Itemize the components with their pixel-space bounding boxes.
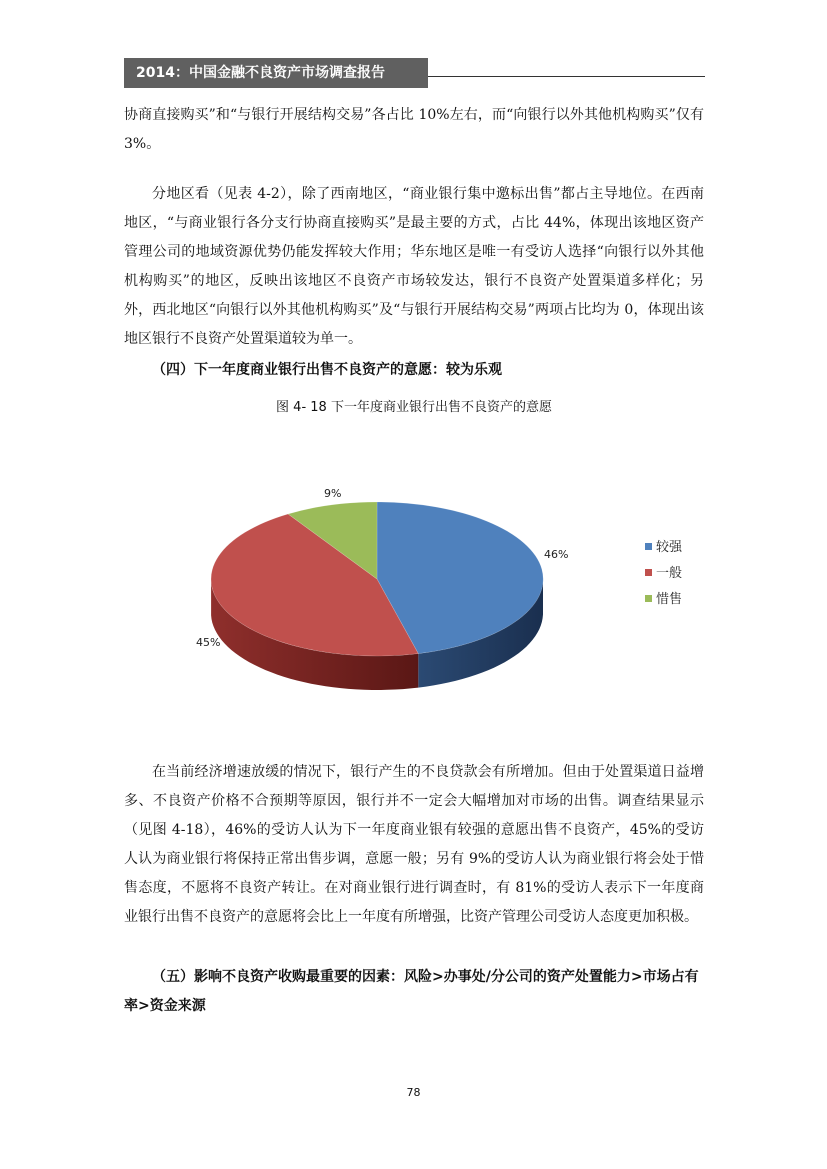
legend-label-惜售: 惜售 [656,592,683,607]
legend-swatch-一般 [645,569,652,576]
figure-caption: 图 4- 18 下一年度商业银行出售不良资产的意愿 [276,400,552,415]
legend-swatch-惜售 [645,595,652,602]
legend-swatch-较强 [645,543,652,550]
page-number: 78 [406,1086,421,1099]
paragraph-3: 在当前经济增速放缓的情况下，银行产生的不良贷款会有所增加。但由于处置渠道日益增多、不良资产价格不合预期等原因，银行并不一定会大幅增加对市场的出售。调查结果显示（见图 4-18），46%的受访人认为下一年度商业银有较强的意愿出售不良资产，45%的受访人认为商业银行将保持正常出售步调，意愿一般；另有 9%的受访人认为商业银行将会处于惜售态度，不愿将不良资产转让。在对商业银行进行调查时，有 81%的受访人表示下一年度商业银行出售不良资产的意愿将会比上一年度有所增强，比资产管理公司受访人态度更加积极。 [124,764,704,925]
paragraph-2: 分地区看（见表 4-2），除了西南地区，“商业银行集中邀标出售”都占主导地位。在西南地区，“与商业银行各分支行协商直接购买”是最主要的方式，占比 44%，体现出该地区资产管理公司的地域资源优势仍能发挥较大作用；华东地区是唯一有受访人选择“向银行以外其他机构购买”的地区，反映出该地区不良资产市场较发达，银行不良资产处置渠道多样化；另外，西北地区“向银行以外其他机构购买”及“与银行开展结构交易”两项占比均为 0，体现出该地区银行不良资产处置渠道较为单一。 [124,186,704,347]
legend-label-较强: 较强 [656,540,683,555]
data-label-惜售: 9% [324,487,342,500]
data-label-一般: 45% [196,636,221,649]
legend-label-一般: 一般 [656,566,683,581]
report-header-title: 2014：中国金融不良资产市场调查报告 [124,58,428,88]
paragraph-1: 协商直接购买”和“与银行开展结构交易”各占比 10%左右，而“向银行以外其他机构购买”仅有 3%。 [124,107,704,152]
data-label-较强: 46% [544,548,569,561]
pie-chart [190,470,710,715]
section-heading-4: （四）下一年度商业银行出售不良资产的意愿：较为乐观 [152,362,502,378]
section-heading-5: （五）影响不良资产收购最重要的因素：风险>办事处/分公司的资产处置能力>市场占有率>资金来源 [124,969,699,1014]
header-divider [428,76,705,77]
